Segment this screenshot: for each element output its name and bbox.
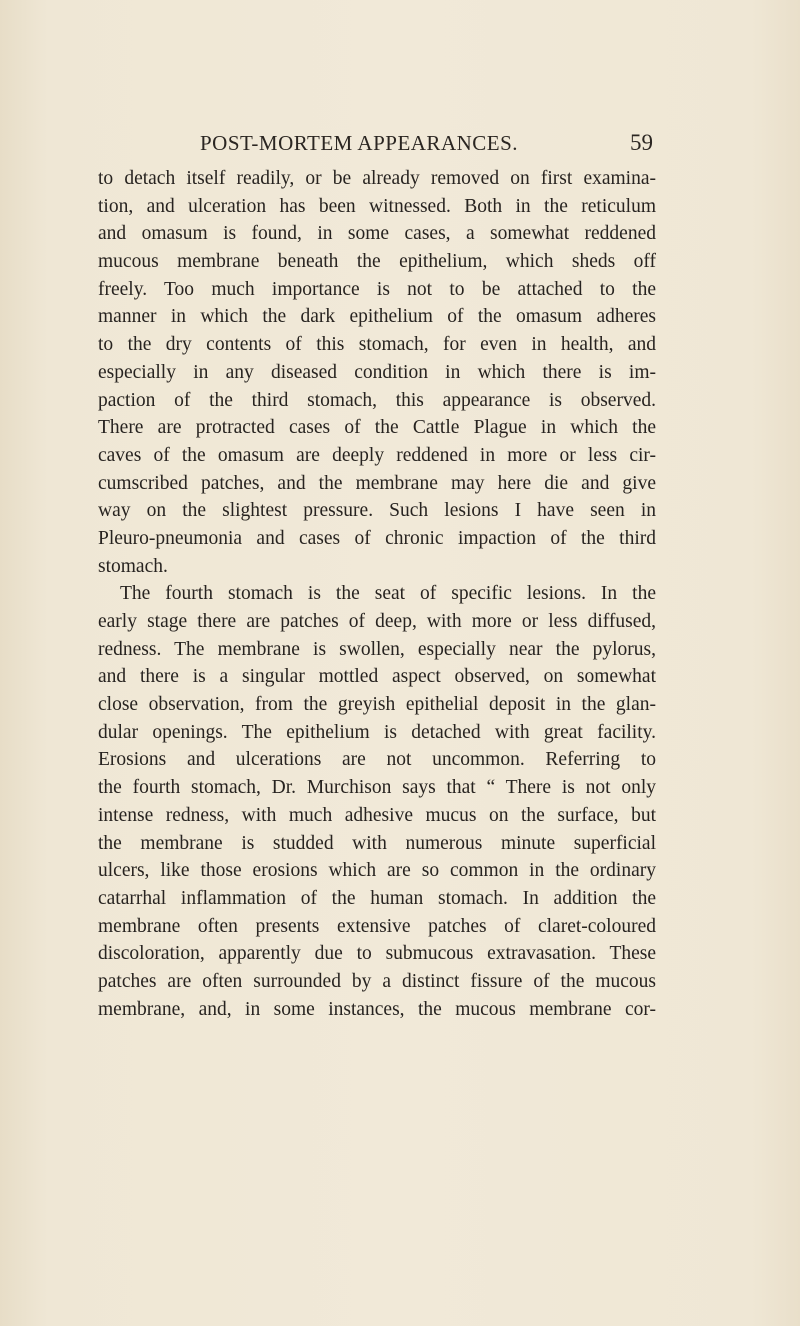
text-line: Erosions and ulcerations are not uncommon. Referring to xyxy=(98,749,656,771)
text-line: and there is a singular mottled aspect observed, on somewhat xyxy=(98,666,656,688)
text-line: patches are often surrounded by a distinct fissure of the mucous xyxy=(98,970,656,992)
body-text xyxy=(98,165,656,1023)
text-line: especially in any diseased condition in which there is im- xyxy=(98,361,656,383)
text-line: membrane, and, in some instances, the mucous membrane cor- xyxy=(98,998,656,1020)
text-line: membrane often presents extensive patches of claret-coloured xyxy=(98,915,656,937)
text-line: to the dry contents of this stomach, for even in health, and xyxy=(98,334,656,356)
text-line: discoloration, apparently due to submucous extravasation. These xyxy=(98,943,656,965)
text-line: cumscribed patches, and the membrane may here die and give xyxy=(98,472,656,494)
text-line: The fourth stomach is the seat of specific lesions. In the xyxy=(120,583,656,605)
text-line: tion, and ulceration has been witnessed. Both in the reticulum xyxy=(98,195,656,217)
text-line: way on the slightest pressure. Such lesions I have seen in xyxy=(98,500,656,522)
text-line: mucous membrane beneath the epithelium, which sheds off xyxy=(98,251,656,273)
text-line: caves of the omasum are deeply reddened in more or less cir- xyxy=(98,444,656,466)
text-line: redness. The membrane is swollen, especially near the pylorus, xyxy=(98,638,656,660)
text-line: ulcers, like those erosions which are so common in the ordinary xyxy=(98,860,656,882)
text-line: to detach itself readily, or be already removed on first examina- xyxy=(98,168,656,189)
text-line: dular openings. The epithelium is detached with great facility. xyxy=(98,721,656,743)
paragraph-2 xyxy=(98,580,656,1023)
text-line: close observation, from the greyish epithelial deposit in the glan- xyxy=(98,694,656,716)
text-line: There are protracted cases of the Cattle Plague in which the xyxy=(98,417,656,439)
text-line: catarrhal inflammation of the human stomach. In addition the xyxy=(98,887,656,909)
text-line: and omasum is found, in some cases, a somewhat reddened xyxy=(98,223,656,245)
text-line: the fourth stomach, Dr. Murchison says that “ There is not only xyxy=(98,777,656,799)
text-line: paction of the third stomach, this appearance is observed. xyxy=(98,389,656,411)
text-line: manner in which the dark epithelium of the omasum adheres xyxy=(98,306,656,328)
paragraph-1 xyxy=(98,165,656,580)
text-line: intense redness, with much adhesive mucus on the surface, but xyxy=(98,804,656,826)
text-line: freely. Too much importance is not to be attached to the xyxy=(98,278,656,300)
text-line: Pleuro-pneumonia and cases of chronic impaction of the third xyxy=(98,527,656,549)
text-line: stomach. xyxy=(98,555,168,577)
text-line: early stage there are patches of deep, with more or less diffused, xyxy=(98,611,656,632)
page-number: 59 xyxy=(630,130,653,155)
text-line: the membrane is studded with numerous minute superficial xyxy=(98,832,656,854)
running-head: POST-MORTEM APPEARANCES. xyxy=(200,131,519,155)
page-header xyxy=(0,128,800,158)
